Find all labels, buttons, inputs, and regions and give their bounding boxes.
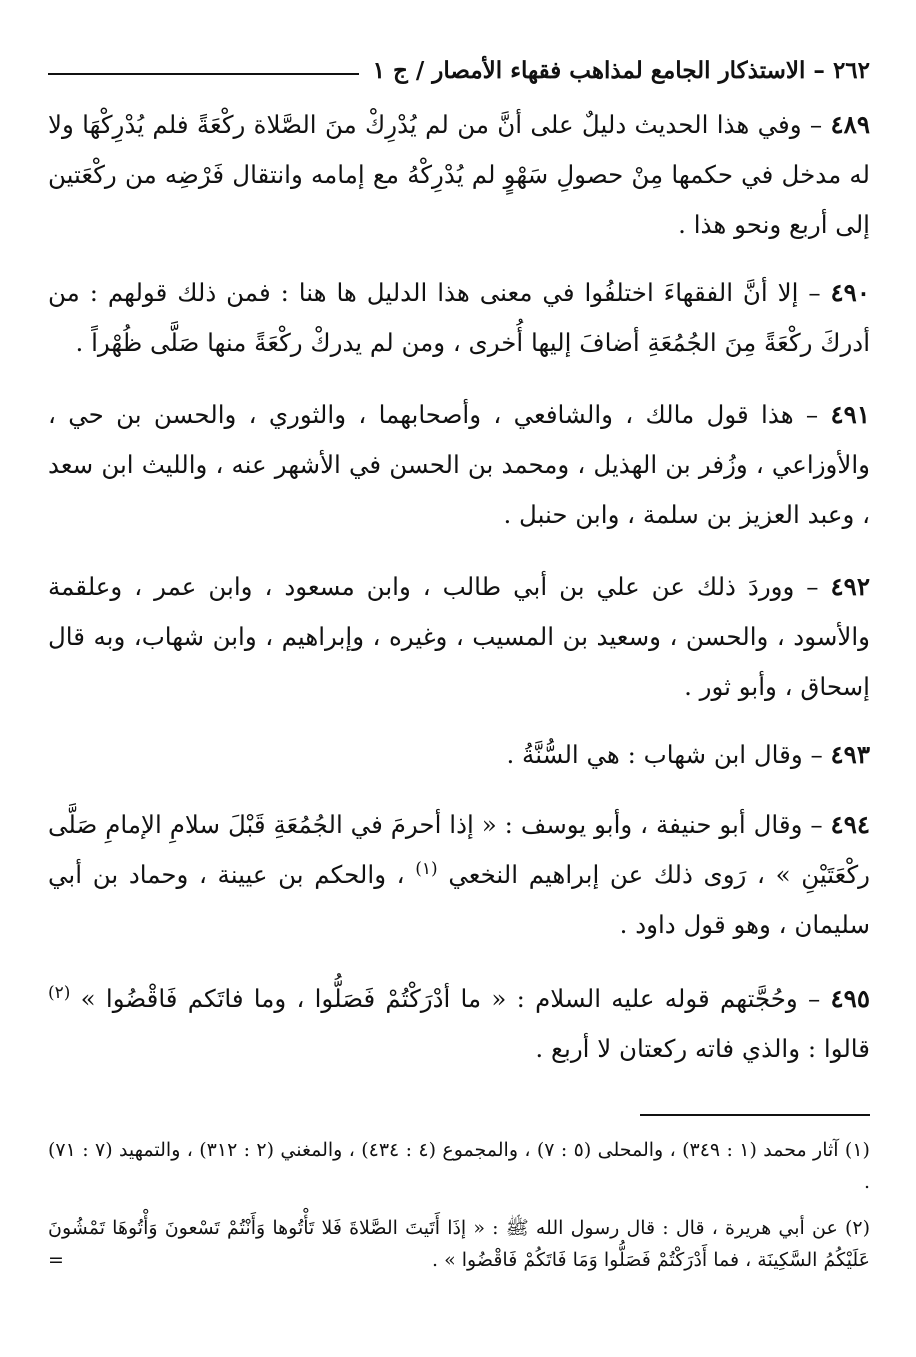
- paragraph-489: [48, 100, 870, 250]
- paragraph-text: – وحُجَّتهم قوله عليه السلام : « ما أدْرَكْتُمْ فَصَلُّوا ، وما فاتَكم فَاقْضُوا »: [70, 984, 831, 1013]
- paragraph-number: ٤٩٤: [830, 810, 871, 839]
- paragraph-492: [48, 562, 870, 712]
- paragraph-text: ، والحكم بن عيينة ، وحماد بن أبي سليمان ، وهو قول داود .: [48, 860, 870, 939]
- footnote-1: (١) آثار محمد (١ : ٣٤٩) ، والمحلى (٥ : ٧) ، والمجموع (٤ : ٤٣٤) ، والمغني (٢ : ٣١٢) ، والتمهيد (٧ : ٧١) .: [48, 1139, 870, 1193]
- paragraph-491: [48, 390, 870, 540]
- paragraph-494: [48, 800, 870, 950]
- paragraph-number: ٤٨٩: [830, 110, 870, 139]
- header-rule: [48, 73, 359, 75]
- paragraph-493: [48, 730, 870, 780]
- paragraph-text: قالوا : والذي فاته ركعتان لا أربع .: [535, 1034, 870, 1063]
- paragraph-text: – وقال أبو حنيفة ، وأبو يوسف : « إذا أحرمَ في الجُمُعَةِ قَبْلَ سلامِ الإمامِ صَلَّى ركْعَتَيْنِ » ، رَوى ذلك عن إبراهيم النخعي: [48, 810, 870, 889]
- header-title: ٢٦٢ – الاستذكار الجامع لمذاهب فقهاء الأمصار / ج ١: [372, 56, 870, 84]
- footnote-reference[interactable]: (١): [415, 858, 438, 879]
- paragraph-text: – ووردَ ذلك عن علي بن أبي طالب ، وابن مسعود ، وابن عمر ، وعلقمة والأسود ، والحسن ، وسعيد بن المسيب ، وغيره ، وإبراهيم ، وابن شهاب، وبه قال إسحاق ، وأبو ثور .: [48, 572, 870, 701]
- paragraph-text: – وفي هذا الحديث دليلٌ على أنَّ من لم يُدْرِكْ منَ الصَّلاة ركْعَةً فلم يُدْرِكْهَا ولا له مدخل في حكمها مِنْ حصولِ سَهْوٍ لم يُدْرِكْهُ مع إمامه وانتقال فَرْضِه من ركْعَتين إلى أربع ونحو هذا .: [48, 110, 870, 239]
- paragraph-number: ٤٩٠: [830, 278, 870, 307]
- paragraph-number: ٤٩١: [830, 400, 870, 429]
- footnote-2: [48, 1212, 870, 1276]
- paragraph-number: ٤٩٣: [830, 740, 870, 769]
- footnote-text: (٢) عن أبي هريرة ، قال : قال رسول الله ﷺ : « إذَا أَتَيتَ الصَّلاةَ فَلا تَأْتُوها وَأَنْتُمْ تَسْعونَ وَأْتُوهَا تَمْشُونَ عَلَيْكُمُ السَّكِينَة ، فما أَدْرَكْتُمْ فَصَلُّوا وَمَا فَاتَكُمْ فَاقْضُوا » .: [48, 1217, 870, 1271]
- running-header: [48, 52, 870, 88]
- paragraph-text: – هذا قول مالك ، والشافعي ، وأصحابهما ، والثوري ، والحسن بن حي ، والأوزاعي ، وزُفر بن الهذيل ، ومحمد بن الحسن في الأشهر عنه ، والليث ابن سعد ، وعبد العزيز بن سلمة ، وابن حنبل .: [48, 400, 870, 529]
- footnote-reference[interactable]: (٢): [48, 982, 71, 1003]
- paragraph-495: [48, 974, 870, 1074]
- footnote-separator: [640, 1114, 870, 1116]
- paragraph-number: ٤٩٥: [830, 984, 870, 1013]
- paragraph-490: [48, 268, 870, 368]
- paragraph-number: ٤٩٢: [830, 572, 870, 601]
- paragraph-text: – وقال ابن شهاب : هي السُّنَّةُ .: [506, 740, 831, 769]
- paragraph-text: – إلا أنَّ الفقهاءَ اختلفُوا في معنى هذا الدليل ها هنا : فمن ذلك قولهم : من أدركَ ركْعَةً مِنَ الجُمُعَةِ أضافَ إليها أُخرى ، ومن لم يدركْ ركْعَةً منها صَلَّى ظُهْراً .: [48, 278, 870, 357]
- continuation-mark: =: [48, 1249, 64, 1271]
- page: [48, 52, 870, 1276]
